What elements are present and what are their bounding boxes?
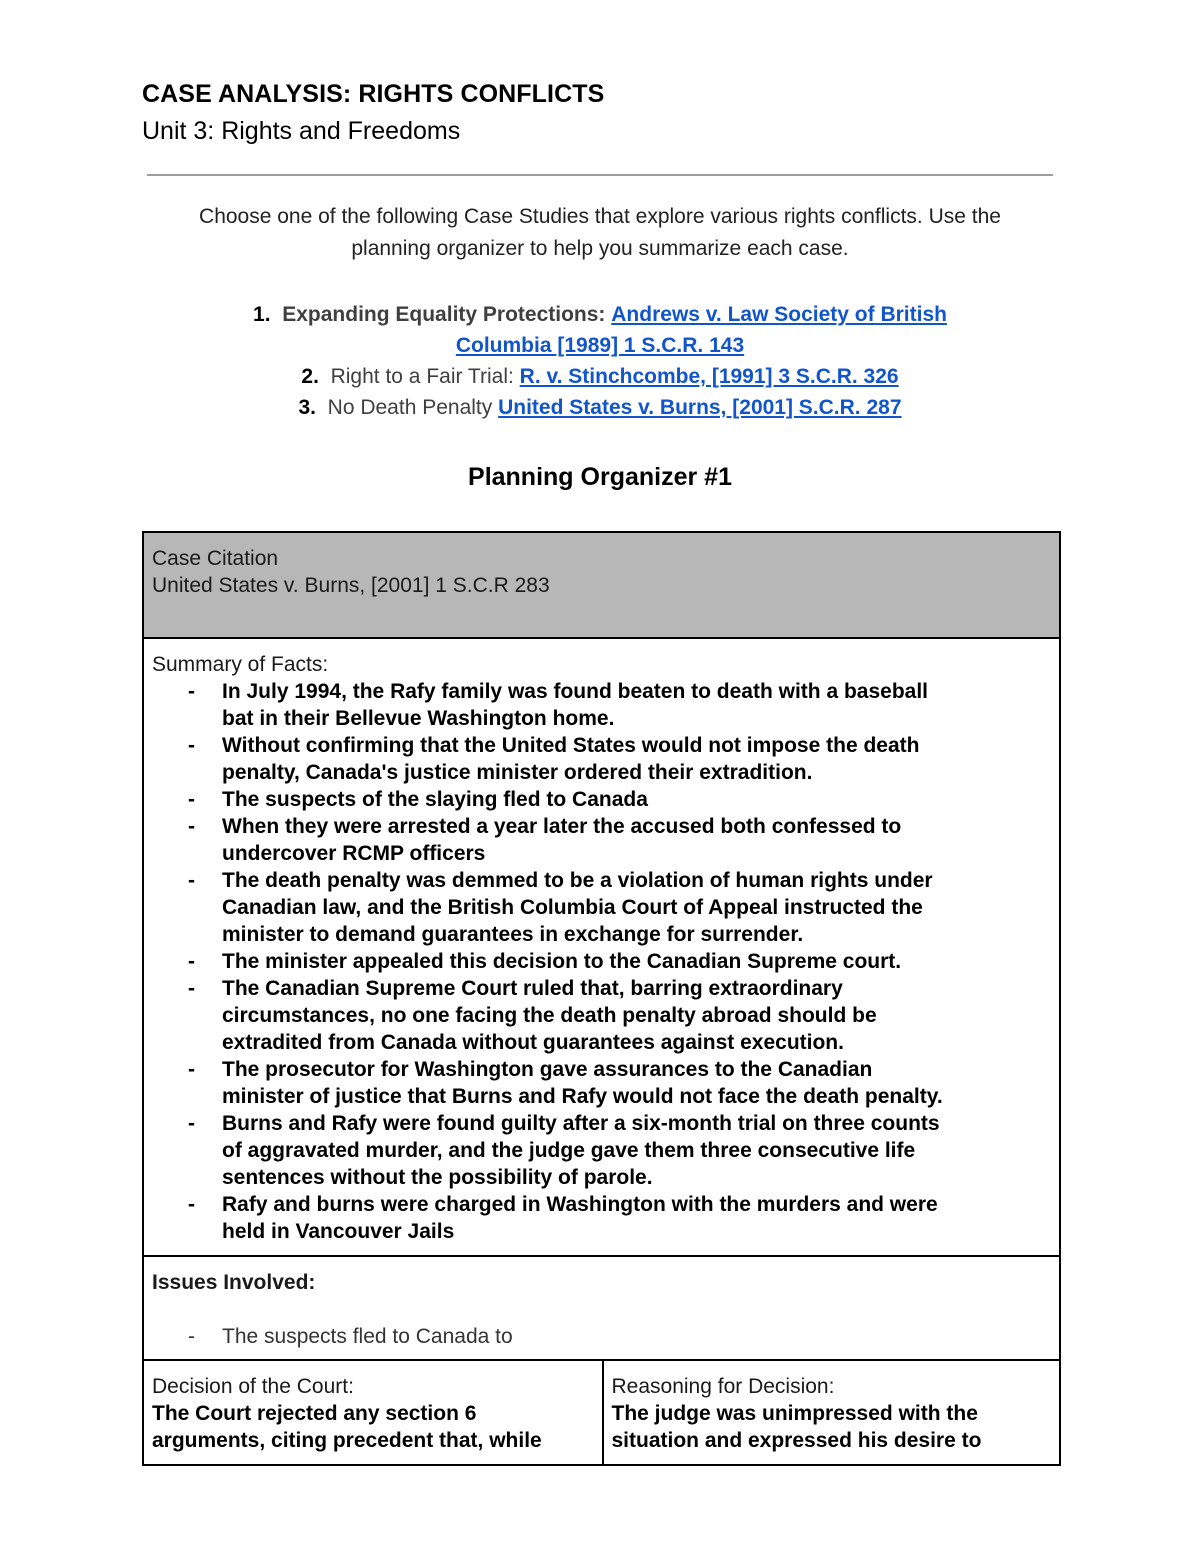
bullet-dash: -	[188, 788, 195, 811]
page-subtitle: Unit 3: Rights and Freedoms	[142, 117, 461, 145]
fact-line: The prosecutor for Washington gave assurances to the Canadian	[222, 1058, 873, 1081]
fact-item	[152, 975, 1051, 1056]
fact-line: Canadian law, and the British Columbia Court of Appeal instructed the	[222, 896, 923, 919]
facts-list	[152, 678, 1051, 1245]
case-citation-value: United States v. Burns, [2001] 1 S.C.R 283	[152, 574, 550, 597]
decision-text	[152, 1400, 594, 1454]
intro-line: planning organizer to help you summarize each case.	[351, 237, 849, 260]
case-number: 2.	[301, 365, 319, 388]
reasoning-cell	[602, 1361, 1060, 1464]
fact-item	[152, 1110, 1051, 1191]
case-citation-row	[144, 533, 1059, 639]
fact-line: Without confirming that the United States would not impose the death	[222, 734, 920, 757]
bullet-dash: -	[188, 734, 195, 757]
horizontal-divider	[147, 174, 1053, 176]
fact-line: The Canadian Supreme Court ruled that, barring extraordinary	[222, 977, 843, 1000]
fact-line: undercover RCMP officers	[222, 842, 486, 865]
issue-line: The suspects fled to Canada to	[222, 1325, 513, 1348]
fact-line: Rafy and burns were charged in Washington with the murders and were	[222, 1193, 938, 1216]
body-line: situation and expressed his desire to	[611, 1429, 982, 1452]
fact-line: circumstances, no one facing the death penalty abroad should be	[222, 1004, 877, 1027]
case-label: No Death Penalty	[327, 396, 493, 419]
fact-line: minister of justice that Burns and Rafy would not face the death penalty.	[222, 1085, 943, 1108]
case-item-1	[200, 299, 1000, 361]
reasoning-text	[612, 1400, 1052, 1454]
case-number: 3.	[298, 396, 316, 419]
summary-of-facts-row	[144, 639, 1059, 1257]
issue-item	[152, 1323, 1051, 1350]
bullet-dash: -	[188, 680, 195, 703]
fact-line: The minister appealed this decision to the Canadian Supreme court.	[222, 950, 902, 973]
fact-item	[152, 786, 1051, 813]
fact-line: of aggravated murder, and the judge gave them three consecutive life	[222, 1139, 916, 1162]
fact-line: minister to demand guarantees in exchange for surrender.	[222, 923, 804, 946]
page-title: CASE ANALYSIS: RIGHTS CONFLICTS	[142, 80, 605, 108]
issues-involved-label: Issues Involved:	[152, 1271, 316, 1294]
case-link-burns[interactable]: United States v. Burns, [2001] S.C.R. 287	[498, 396, 902, 419]
bullet-dash: -	[188, 1193, 195, 1216]
organizer-title: Planning Organizer #1	[468, 463, 732, 491]
body-line: The judge was unimpressed with the	[611, 1402, 978, 1425]
bullet-dash: -	[188, 977, 195, 1000]
case-number: 1.	[253, 303, 271, 326]
case-link-stinchcombe[interactable]: R. v. Stinchcombe, [1991] 3 S.C.R. 326	[519, 365, 899, 388]
case-study-list	[200, 299, 1000, 423]
decision-label: Decision of the Court:	[152, 1375, 354, 1398]
case-item-2	[200, 361, 1000, 392]
reasoning-label: Reasoning for Decision:	[611, 1375, 835, 1398]
fact-line: When they were arrested a year later the accused both confessed to	[222, 815, 902, 838]
fact-line: sentences without the possibility of parole.	[222, 1166, 653, 1189]
fact-line: The suspects of the slaying fled to Canada	[222, 788, 648, 811]
fact-line: bat in their Bellevue Washington home.	[222, 707, 615, 730]
bullet-dash: -	[188, 1112, 195, 1135]
fact-item	[152, 948, 1051, 975]
fact-item	[152, 1191, 1051, 1245]
case-label: Expanding Equality Protections:	[282, 303, 606, 326]
fact-item	[152, 732, 1051, 786]
case-link-andrews-cont[interactable]: Columbia [1989] 1 S.C.R. 143	[455, 334, 745, 357]
fact-item	[152, 813, 1051, 867]
fact-line: Burns and Rafy were found guilty after a six-month trial on three counts	[222, 1112, 940, 1135]
body-line: The Court rejected any section 6	[152, 1402, 477, 1425]
fact-line: In July 1994, the Rafy family was found beaten to death with a baseball	[222, 680, 929, 703]
fact-line: extradited from Canada without guarantees against execution.	[222, 1031, 844, 1054]
decision-reasoning-row	[144, 1361, 1059, 1464]
planning-organizer-table	[142, 531, 1061, 1466]
fact-line: penalty, Canada's justice minister ordered their extradition.	[222, 761, 813, 784]
case-citation-label: Case Citation	[152, 547, 279, 570]
fact-item	[152, 1056, 1051, 1110]
summary-of-facts-label: Summary of Facts:	[152, 653, 329, 676]
issues-list	[152, 1323, 1051, 1350]
bullet-dash: -	[188, 1325, 195, 1348]
case-item-3	[200, 392, 1000, 423]
issues-involved-row	[144, 1257, 1059, 1361]
case-label: Right to a Fair Trial:	[330, 365, 514, 388]
intro-paragraph	[140, 201, 1060, 265]
bullet-dash: -	[188, 815, 195, 838]
bullet-dash: -	[188, 1058, 195, 1081]
intro-line: Choose one of the following Case Studies that explore various rights conflicts. Use the	[199, 205, 1001, 228]
bullet-dash: -	[188, 950, 195, 973]
body-line: arguments, citing precedent that, while	[152, 1429, 542, 1452]
bullet-dash: -	[188, 869, 195, 892]
decision-cell	[144, 1361, 602, 1464]
fact-line: held in Vancouver Jails	[222, 1220, 455, 1243]
fact-item	[152, 678, 1051, 732]
fact-item	[152, 867, 1051, 948]
fact-line: The death penalty was demmed to be a violation of human rights under	[222, 869, 933, 892]
case-link-andrews[interactable]: Andrews v. Law Society of British	[611, 303, 947, 326]
